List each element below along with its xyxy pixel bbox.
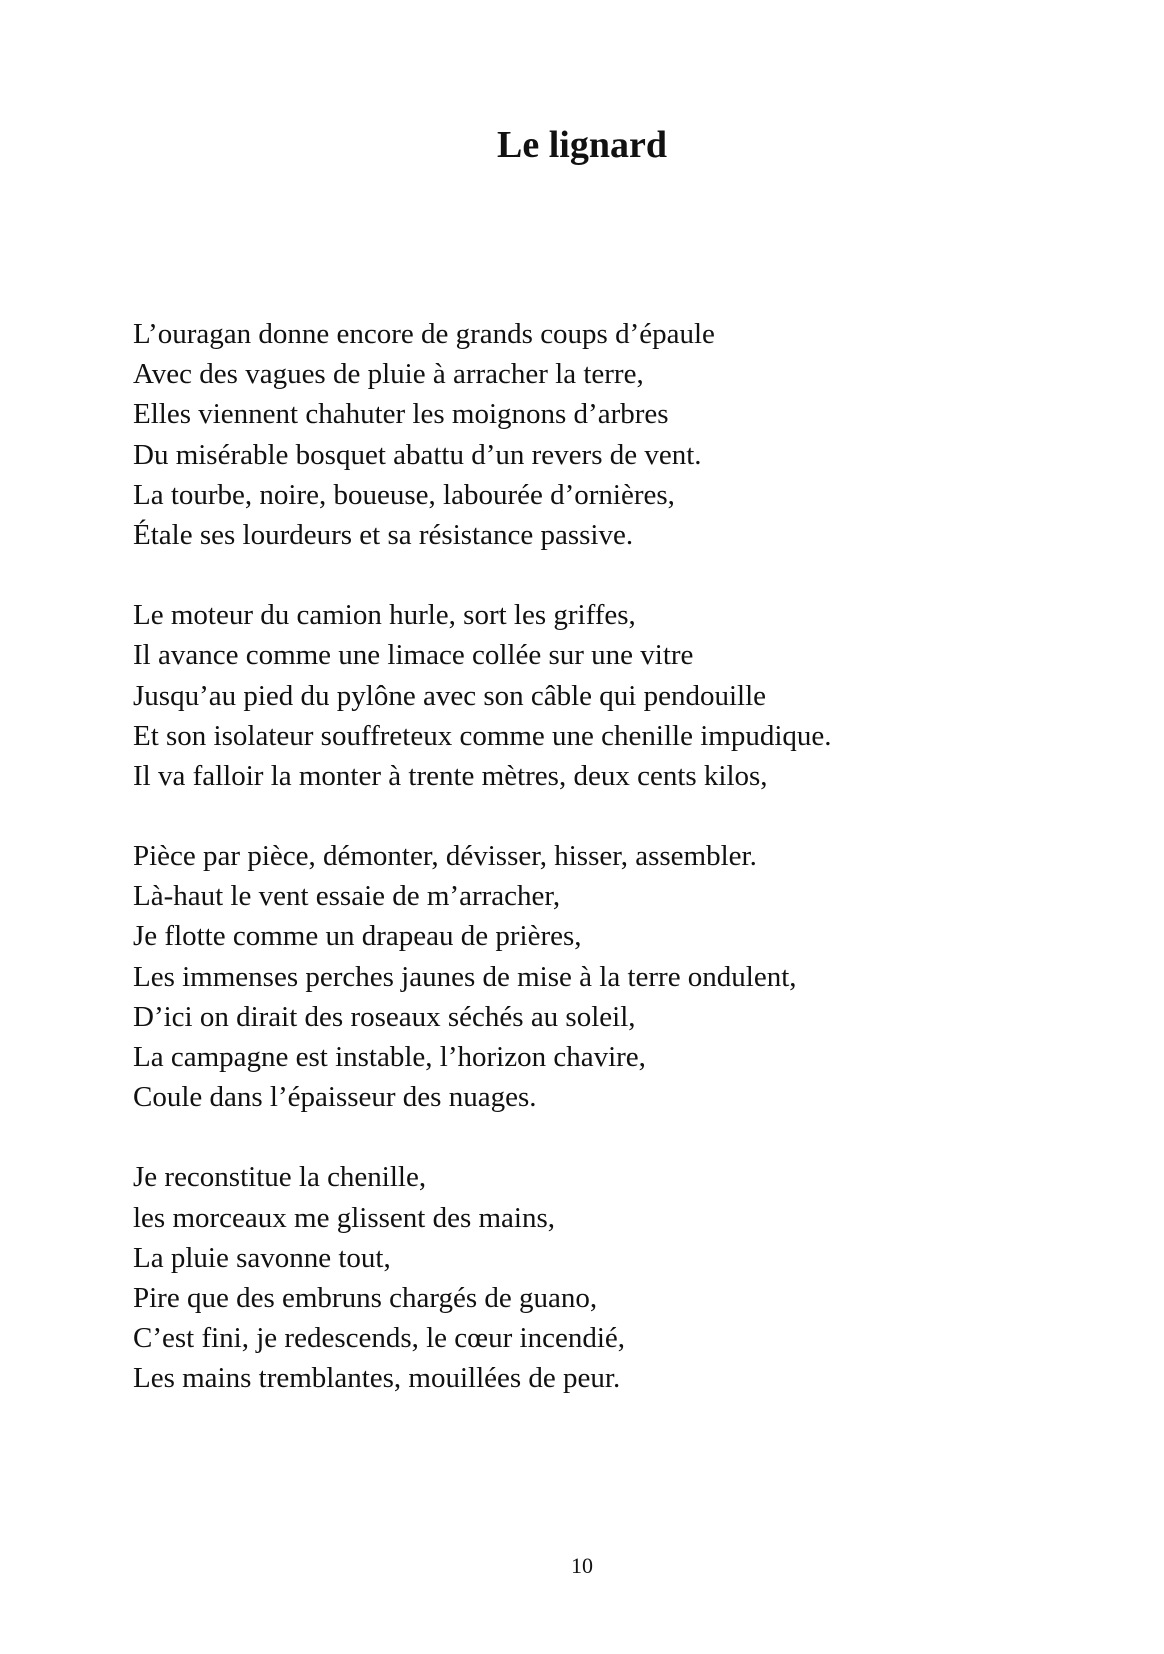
poem-line: Jusqu’au pied du pylône avec son câble qui pendouille bbox=[133, 679, 767, 712]
poem-line: Étale ses lourdeurs et sa résistance passive. bbox=[133, 518, 634, 551]
poem-line: Pire que des embruns chargés de guano, bbox=[133, 1281, 598, 1314]
poem-line: Là-haut le vent essaie de m’arracher, bbox=[133, 880, 561, 913]
poem-line: Et son isolateur souffreteux comme une chenille impudique. bbox=[133, 719, 832, 752]
poem-line: D’ici on dirait des roseaux séchés au soleil, bbox=[133, 1000, 636, 1033]
poem-line: Je reconstitue la chenille, bbox=[133, 1161, 427, 1194]
page-number: 10 bbox=[571, 1553, 593, 1578]
poem-line: La pluie savonne tout, bbox=[133, 1241, 391, 1274]
poem-line: Le moteur du camion hurle, sort les griffes, bbox=[133, 599, 636, 632]
poem-line: Les immenses perches jaunes de mise à la terre ondulent, bbox=[133, 960, 797, 993]
poem-line: Il avance comme une limace collée sur une vitre bbox=[133, 639, 694, 672]
stanza-4 bbox=[133, 1157, 1093, 1398]
page-title: Le lignard bbox=[497, 124, 667, 166]
poem-line: Je flotte comme un drapeau de prières, bbox=[133, 920, 582, 953]
poem-line: Les mains tremblantes, mouillées de peur. bbox=[133, 1362, 621, 1395]
poem-line: C’est fini, je redescends, le cœur incendié, bbox=[133, 1322, 626, 1355]
stanza-1 bbox=[133, 314, 1093, 555]
poem-line: Elles viennent chahuter les moignons d’arbres bbox=[133, 398, 669, 431]
poem-line: L’ouragan donne encore de grands coups d’épaule bbox=[133, 318, 715, 350]
stanza-3 bbox=[133, 836, 1093, 1117]
poem-line: La tourbe, noire, boueuse, labourée d’ornières, bbox=[133, 478, 675, 511]
poem-line: Pièce par pièce, démonter, dévisser, hisser, assembler. bbox=[133, 840, 757, 873]
poem-line: Il va falloir la monter à trente mètres, deux cents kilos, bbox=[133, 759, 768, 792]
stanza-2 bbox=[133, 595, 1093, 796]
poem-line: les morceaux me glissent des mains, bbox=[133, 1201, 556, 1234]
poem-line: La campagne est instable, l’horizon chavire, bbox=[133, 1041, 646, 1073]
poem-line: Avec des vagues de pluie à arracher la terre, bbox=[133, 358, 644, 391]
poem-line: Du misérable bosquet abattu d’un revers de vent. bbox=[133, 438, 702, 471]
poem-line: Coule dans l’épaisseur des nuages. bbox=[133, 1081, 537, 1114]
poem-body bbox=[133, 314, 1093, 1439]
